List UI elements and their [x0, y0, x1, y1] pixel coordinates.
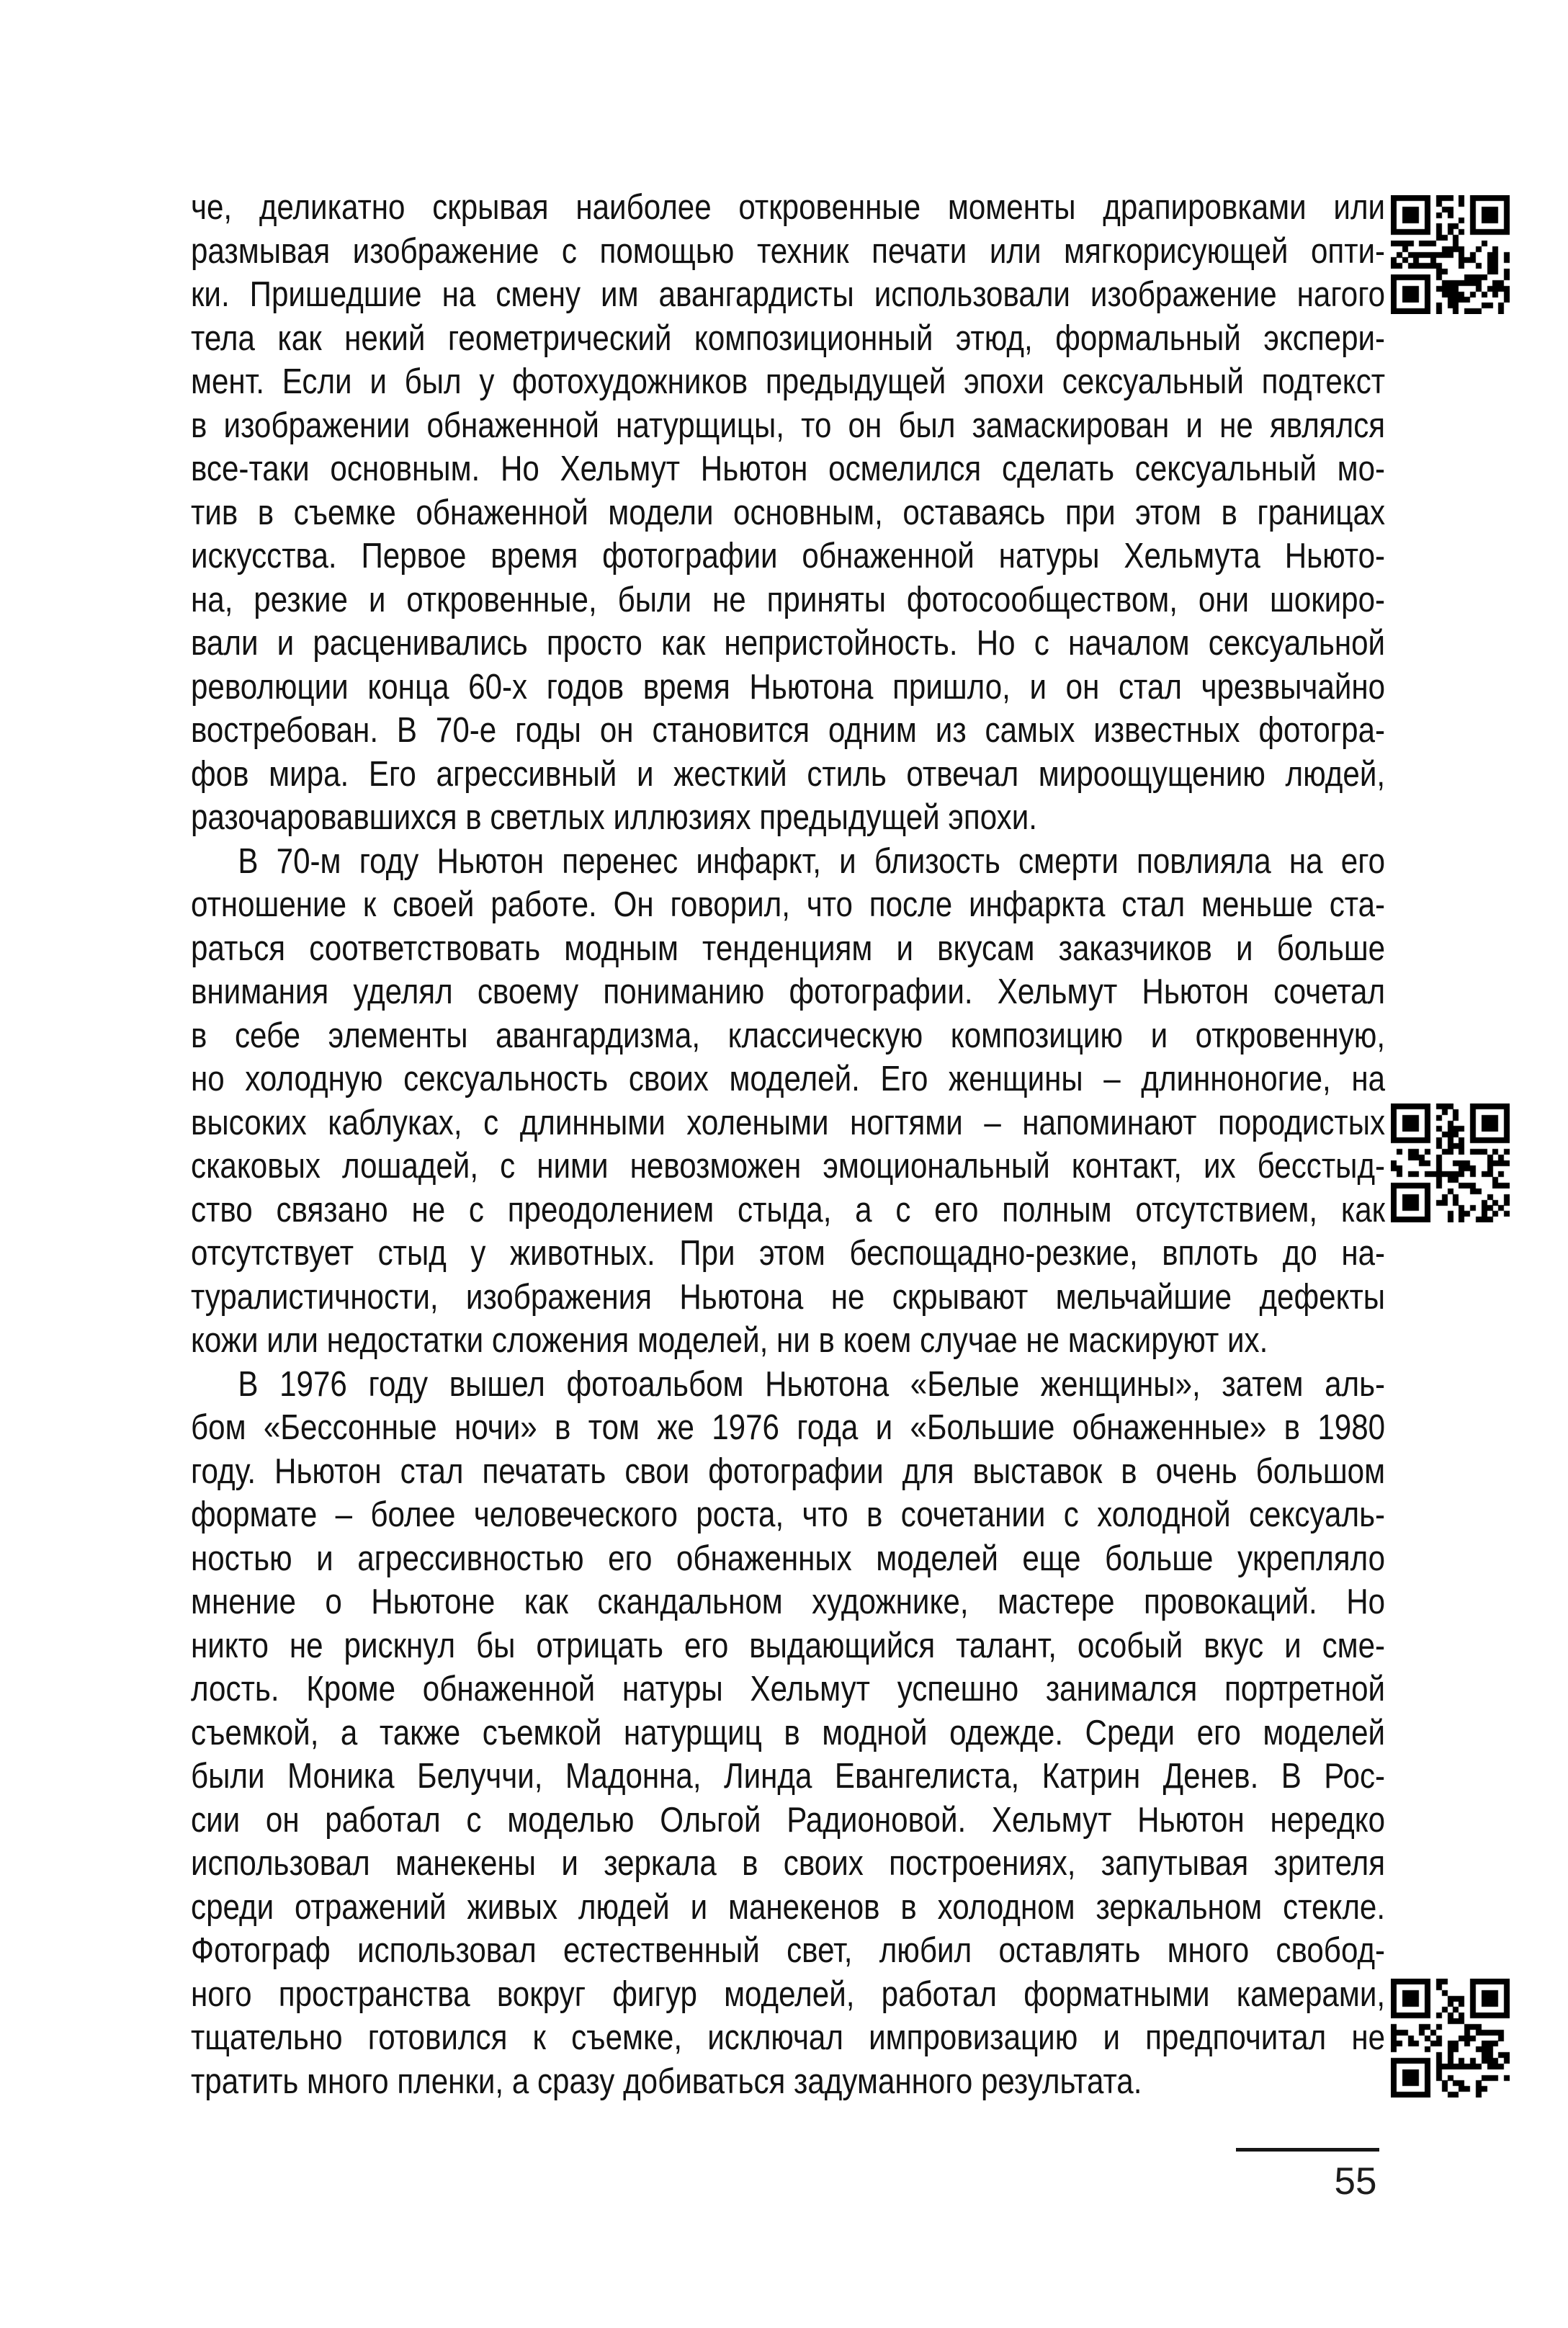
text-line: все-таки основным. Но Хельмут Ньютон осмелился сделать сексуальный мо-	[191, 449, 1386, 488]
text-line: ство связано не с преодолением стыда, а с его полным отсутствием, как	[191, 1190, 1386, 1230]
text-line: никто не рискнул бы отрицать его выдающийся талант, особый вкус и сме-	[191, 1626, 1386, 1665]
text-line: были Моника Белуччи, Мадонна, Линда Евангелиста, Катрин Денев. В Рос-	[191, 1757, 1386, 1796]
text-line: но холодную сексуальность своих моделей. Его женщины – длинноногие, на	[191, 1060, 1386, 1098]
text-line: размывая изображение с помощью техник печати или мягкорисующей опти-	[191, 231, 1386, 271]
text-line: году. Ньютон стал печатать свои фотографии для выставок в очень большом	[191, 1451, 1386, 1491]
text-line: в изображении обнаженной натурщицы, то он был замаскирован и не являлся	[191, 406, 1386, 445]
text-line: на, резкие и откровенные, были не приняты фотосообществом, они шокиро-	[191, 580, 1386, 619]
text-line: использовал манекены и зеркала в своих построениях, запутывая зрителя	[191, 1844, 1386, 1883]
text-line: востребован. В 70-е годы он становится одним из самых известных фотогра-	[191, 711, 1386, 750]
text-line: внимания уделял своему пониманию фотографии. Хельмут Ньютон сочетал	[191, 972, 1386, 1011]
text-line: кожи или недостатки сложения моделей, ни в коем случае не маскируют их.	[191, 1321, 1268, 1360]
text-line: отношение к своей работе. Он говорил, что после инфаркта стал меньше ста-	[191, 885, 1386, 924]
text-line: лость. Кроме обнаженной натуры Хельмут успешно занимался портретной	[191, 1670, 1386, 1709]
text-line: бом «Бессонные ночи» в том же 1976 года и «Большие обнаженные» в 1980	[191, 1408, 1386, 1447]
text-line: формате – более человеческого роста, что в сочетании с холодной сексуаль-	[191, 1495, 1386, 1534]
text-line: тратить много пленки, а сразу добиваться задуманного результата.	[191, 2061, 1142, 2101]
text-line: искусства. Первое время фотографии обнаженной натуры Хельмута Ньюто-	[191, 537, 1386, 576]
qr-code-icon	[1391, 1103, 1510, 1222]
text-line: ного пространства вокруг фигур моделей, работал форматными камерами,	[191, 1974, 1386, 2014]
text-line: мент. Если и был у фотохудожников предыдущей эпохи сексуальный подтекст	[191, 362, 1386, 401]
text-line: фов мира. Его агрессивный и жесткий стиль отвечал мироощущению людей,	[191, 754, 1386, 794]
text-line: раться соответствовать модным тенденциям и вкусам заказчиков и больше	[191, 928, 1386, 968]
text-line: туралистичности, изображения Ньютона не скрывают мельчайшие дефекты	[191, 1277, 1386, 1317]
text-line: отсутствует стыд у животных. При этом беспощадно-резкие, вплоть до на-	[191, 1234, 1386, 1273]
qr-code-icon	[1391, 195, 1510, 314]
text-line: высоких каблуках, с длинными холеными ногтями – напоминают породистых	[191, 1103, 1386, 1142]
text-line: ки. Пришедшие на смену им авангардисты использовали изображение нагого	[191, 275, 1386, 314]
text-line: Фотограф использовал естественный свет, любил оставлять много свобод-	[191, 1931, 1386, 1970]
text-line: среди отражений живых людей и манекенов в холодном зеркальном стекле.	[191, 1887, 1386, 1927]
page-number: 55	[1334, 2160, 1377, 2203]
text-line: тщательно готовился к съемке, исключал импровизацию и предпочитал не	[191, 2018, 1386, 2057]
text-line: мнение о Ньютоне как скандальном художнике, мастере провокаций. Но	[191, 1582, 1386, 1621]
page-text	[191, 186, 1385, 2103]
text-line: скаковых лошадей, с ними невозможен эмоциональный контакт, их бесстыд-	[191, 1147, 1386, 1186]
text-line: съемкой, а также съемкой натурщиц в модной одежде. Среди его моделей	[191, 1713, 1386, 1752]
text-line: че, деликатно скрывая наиболее откровенные моменты драпировками или	[191, 188, 1386, 227]
text-line: революции конца 60-х годов время Ньютона пришло, и он стал чрезвычайно	[191, 667, 1386, 707]
text-line: ностью и агрессивностью его обнаженных моделей еще больше укрепляло	[191, 1539, 1386, 1578]
text-line: В 1976 году вышел фотоальбом Ньютона «Белые женщины», затем аль-	[238, 1364, 1386, 1404]
text-line: разочаровавшихся в светлых иллюзиях предыдущей эпохи.	[191, 798, 1038, 837]
qr-code-icon	[1391, 1979, 1510, 2098]
footer-rule	[1236, 2148, 1379, 2152]
text-line: сии он работал с моделью Ольгой Радионовой. Хельмут Ньютон нередко	[191, 1800, 1386, 1840]
text-line: вали и расценивались просто как непристойность. Но с началом сексуальной	[191, 624, 1386, 663]
text-line: тела как некий геометрический композиционный этюд, формальный экспери-	[191, 318, 1386, 358]
text-line: в себе элементы авангардизма, классическую композицию и откровенную,	[191, 1016, 1386, 1055]
text-line: тив в съемке обнаженной модели основным, оставаясь при этом в границах	[191, 493, 1386, 532]
text-line: В 70-м году Ньютон перенес инфаркт, и близость смерти повлияла на его	[238, 841, 1386, 881]
